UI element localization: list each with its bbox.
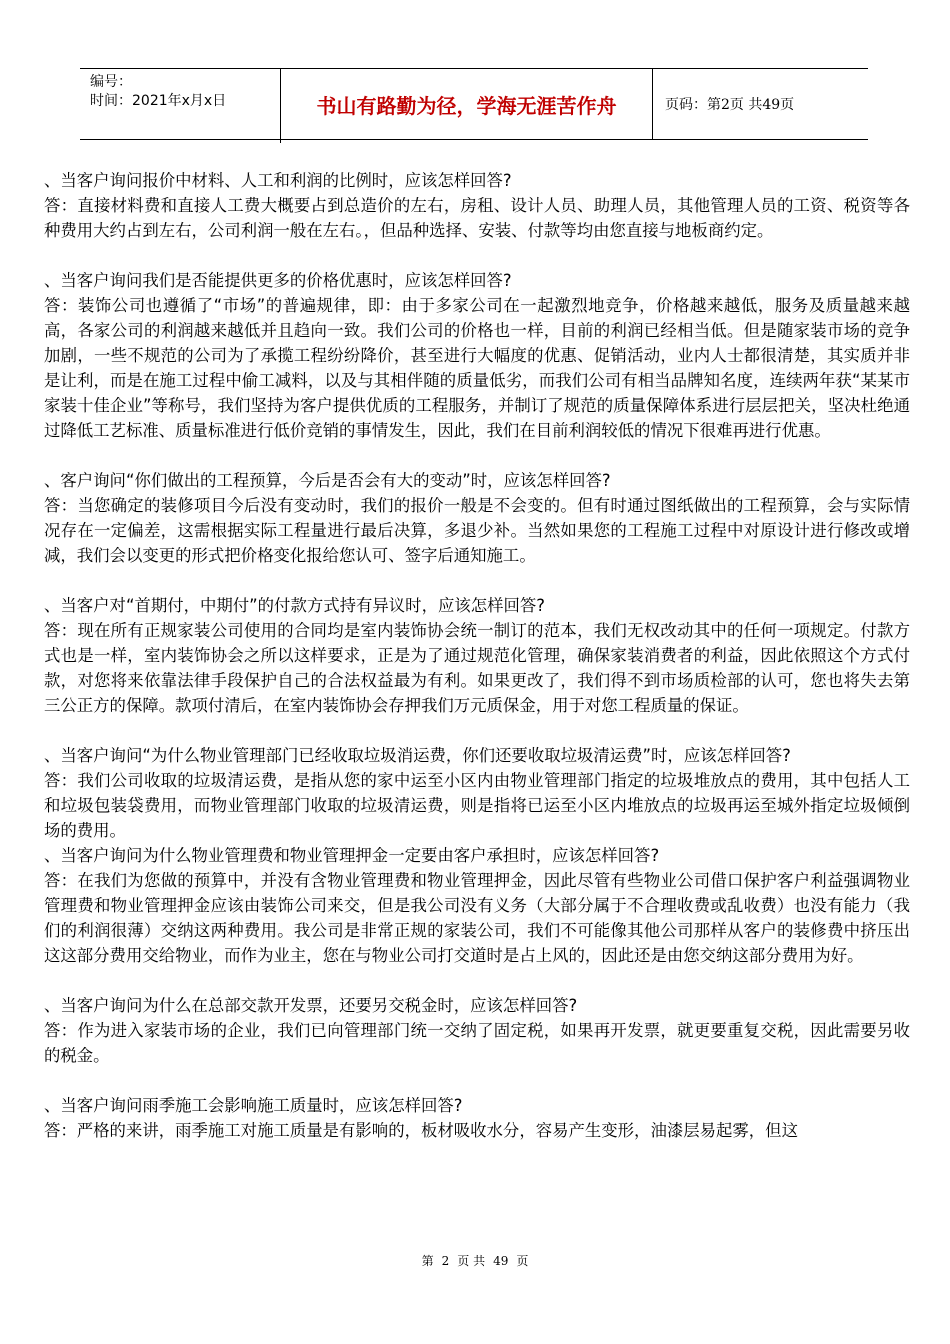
header-motto-cell	[281, 69, 653, 139]
answer: 答：装饰公司也遵循了“市场”的普遍规律，即：由于多家公司在一起激烈地竞争，价格越来越低，服务及质量越来越高，各家公司的利润越来越低并且趋向一致。我们公司的价格也一样，目前的利润已经相当低。但是随家装市场的竞争加剧，一些不规范的公司为了承揽工程纷纷降价，甚至进行大幅度的优惠、促销活动，业内人士都很清楚，其实质并非是让利，而是在施工过程中偷工减料，以及与其相伴随的质量低劣，而我们公司有相当品牌知名度，连续两年获“某某市家装十佳企业”等称号，我们坚持为客户提供优质的工程服务，并制订了规范的质量保障体系进行层层把关，坚决杜绝通过降低工艺标准、质量标准进行低价竞销的事情发生，因此，我们在目前利润较低的情况下很难再进行优惠。	[44, 296, 910, 440]
answer: 答：严格的来讲，雨季施工对施工质量是有影响的，板材吸收水分，容易产生变形，油漆层易起雾，但这	[44, 1121, 798, 1140]
qa-section	[44, 168, 910, 243]
page-footer	[0, 1252, 950, 1269]
qa-section	[44, 1093, 910, 1143]
qa-section	[44, 468, 910, 568]
question: 、当客户询问雨季施工会影响施工质量时，应该怎样回答?	[44, 1096, 463, 1115]
qa-section	[44, 593, 910, 718]
question: 、当客户询问报价中材料、人工和利润的比例时，应该怎样回答?	[44, 171, 512, 190]
answer: 答：当您确定的装修项目今后没有变动时，我们的报价一般是不会变的。但有时通过图纸做出的工程预算，会与实际情况存在一定偏差，这需根据实际工程量进行最后决算，多退少补。当然如果您的工程施工过程中对原设计进行修改或增减，我们会以变更的形式把价格变化报给您认可、签字后通知施工。	[44, 496, 910, 565]
question: 、当客户询问为什么在总部交款开发票，还要另交税金时，应该怎样回答?	[44, 996, 578, 1015]
number-label: 编号：	[90, 74, 132, 90]
header-page-info: 页码：第2页 共49页	[665, 97, 795, 113]
footer-page: 2	[441, 1254, 450, 1268]
page-header	[80, 68, 868, 140]
question: 、客户询问“你们做出的工程预算，今后是否会有大的变动”时，应该怎样回答?	[44, 471, 611, 490]
answer: 答：我们公司收取的垃圾清运费，是指从您的家中运至小区内由物业管理部门指定的垃圾堆放点的费用，其中包括人工和垃圾包装袋费用，而物业管理部门收取的垃圾清运费，则是指将已运至小区内堆放点的垃圾再运至城外指定垃圾倾倒场的费用。	[44, 771, 910, 840]
time-label: 时间：2021年x月x日	[90, 93, 227, 109]
motto: 书山有路勤为径，学海无涯苦作舟	[316, 93, 617, 118]
footer-middle: 页 共	[457, 1254, 486, 1268]
footer-total: 49	[493, 1254, 509, 1268]
document-body	[44, 168, 910, 1143]
answer: 答：现在所有正规家装公司使用的合同均是室内装饰协会统一制订的范本，我们无权改动其中的任何一项规定。付款方式也是一样，室内装饰协会之所以这样要求，正是为了通过规范化管理，确保家装消费者的利益，因此依照这个方式付款，对您将来依靠法律手段保护自己的合法权益最为有利。如果更改了，我们得不到市场质检部的认可，您也将失去第三公正方的保障。款项付清后，在室内装饰协会存押我们万元质保金，用于对您工程质量的保证。	[44, 621, 910, 715]
answer: 答：直接材料费和直接人工费大概要占到总造价的左右，房租、设计人员、助理人员，其他管理人员的工资、税资等各种费用大约占到左右，公司利润一般在左右。，但品种选择、安装、付款等均由您直接与地板商约定。	[44, 196, 910, 240]
question: 、当客户询问“为什么物业管理部门已经收取垃圾消运费，你们还要收取垃圾清运费”时，应该怎样回答?	[44, 746, 791, 765]
qa-section	[44, 993, 910, 1068]
answer: 答：作为进入家装市场的企业，我们已向管理部门统一交纳了固定税，如果再开发票，就更要重复交税，因此需要另收的税金。	[44, 1021, 910, 1065]
footer-prefix: 第	[421, 1254, 434, 1268]
qa-section	[44, 743, 910, 843]
question: 、当客户询问为什么物业管理费和物业管理押金一定要由客户承担时，应该怎样回答?	[44, 846, 660, 865]
footer-suffix: 页	[516, 1254, 529, 1268]
answer: 答：在我们为您做的预算中，并没有含物业管理费和物业管理押金，因此尽管有些物业公司借口保护客户利益强调物业管理费和物业管理押金应该由装饰公司来交，但是我公司没有义务（大部分属于不合理收费或乱收费）也没有能力（我们的利润很薄）交纳这两种费用。我公司是非常正规的家装公司，我们不可能像其他公司那样从客户的装修费中挤压出这这部分费用交给物业，而作为业主，您在与物业公司打交道时是占上风的，因此还是由您交纳这部分费用为好。	[44, 871, 910, 965]
question: 、当客户对“首期付，中期付”的付款方式持有异议时，应该怎样回答?	[44, 596, 546, 615]
qa-section	[44, 843, 910, 968]
header-meta	[80, 69, 281, 143]
qa-section	[44, 268, 910, 443]
question: 、当客户询问我们是否能提供更多的价格优惠时，应该怎样回答?	[44, 271, 512, 290]
